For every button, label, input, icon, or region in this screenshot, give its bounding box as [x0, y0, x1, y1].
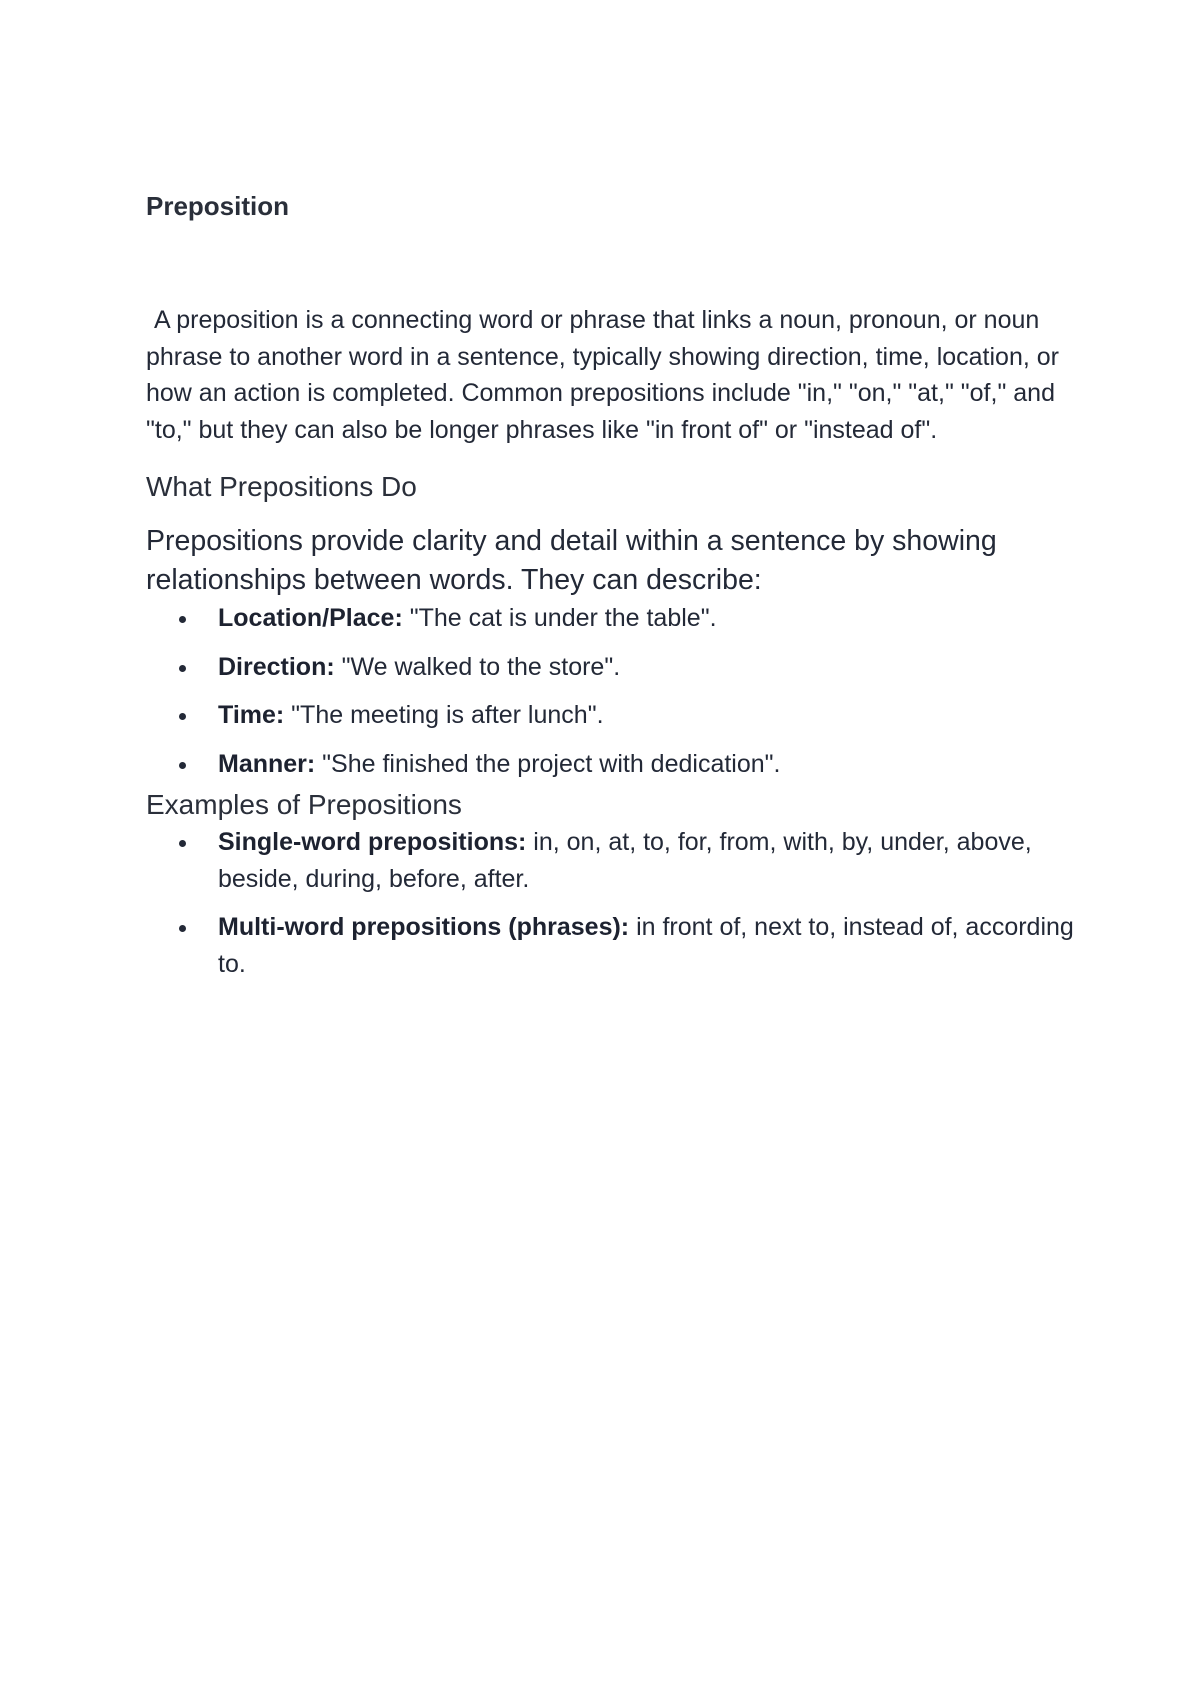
list-item-label: Time: [218, 701, 285, 729]
list-item-label: Multi-word prepositions (phrases): [218, 913, 630, 941]
list-item-text: in front of, next to, instead of, according to. [218, 913, 1074, 978]
list-item-label: Direction: [218, 652, 335, 681]
list-item-text: in, on, at, to, for, from, with, by, under, above, beside, during, before, after. [218, 828, 1032, 893]
list-item [146, 746, 1076, 783]
list-item [146, 600, 1076, 637]
examples-list [146, 824, 1076, 982]
bullet-icon [179, 925, 186, 932]
uses-list [146, 600, 1076, 782]
list-item-label: Manner: [218, 749, 316, 778]
list-item [146, 649, 1076, 686]
section-heading-what-prepositions-do: What Prepositions Do [146, 471, 417, 502]
section-paragraph: Prepositions provide clarity and detail within a sentence by showing relationships between words. They can describe: [146, 525, 997, 596]
list-item [146, 697, 1076, 734]
list-item-text: "The meeting is after lunch". [284, 701, 604, 729]
list-item-text: "We walked to the store". [334, 652, 621, 681]
bullet-icon [179, 713, 186, 720]
intro-text: A preposition is a connecting word or phrase that links a noun, pronoun, or noun phrase to another word in a sentence, typically showing direction, time, location, or how an action is completed. Common prepositions include "in," "on," "at," "of," and "to," but they can also be longer phrases like "in front of" or "instead of". [146, 306, 1059, 444]
bullet-icon [179, 665, 186, 672]
document-content [146, 188, 1076, 994]
bullet-icon [179, 840, 186, 847]
list-item-text: "The cat is under the table". [402, 604, 717, 632]
list-item-label: Location/Place: [218, 604, 403, 632]
bullet-icon [179, 616, 186, 623]
document-title: Preposition [146, 191, 290, 221]
list-item-text: "She finished the project with dedication". [315, 749, 781, 778]
list-item [146, 824, 1076, 897]
intro-paragraph [146, 302, 1076, 448]
section-heading-examples: Examples of Prepositions [146, 789, 462, 820]
list-item [146, 909, 1076, 982]
list-item-label: Single-word prepositions: [218, 828, 527, 856]
bullet-icon [179, 762, 186, 769]
